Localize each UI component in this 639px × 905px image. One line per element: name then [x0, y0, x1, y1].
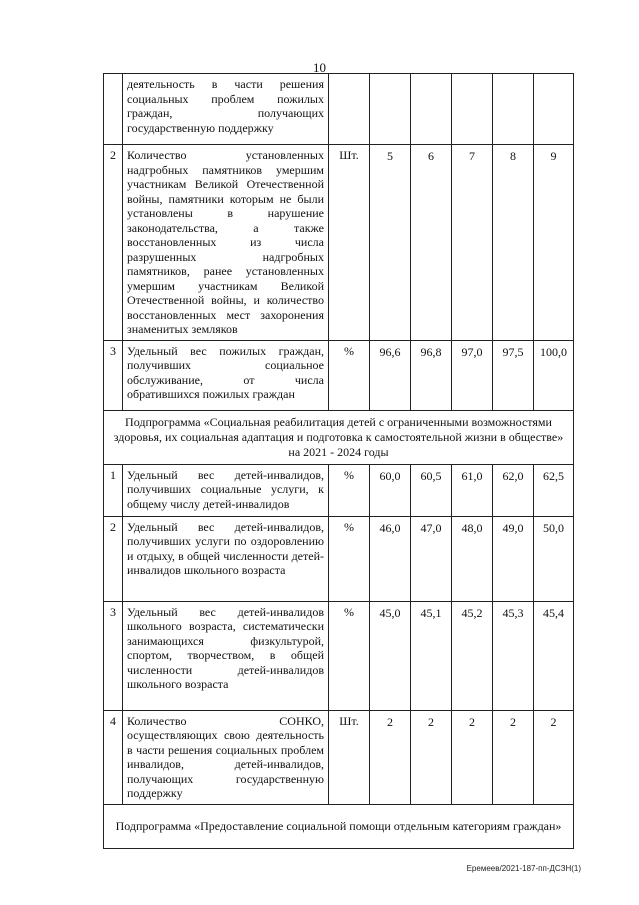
indicator-name: Удельный вес детей-инвалидов школьного возраста, систематически занимающихся физкультурой, спортом, творчеством, в общей численности детей-инвалидов школьного возраста [123, 601, 329, 710]
indicator-value: 100,0 [534, 340, 574, 410]
indicator-value: 2 [534, 710, 574, 804]
indicator-value: 45,4 [534, 601, 574, 710]
indicator-value: 60,0 [370, 464, 411, 516]
unit-of-measure: % [329, 516, 370, 601]
indicator-value: 2 [411, 710, 452, 804]
table-row [104, 516, 574, 601]
indicators-table [103, 73, 574, 849]
subprogram-title: Подпрограмма «Социальная реабилитация детей с ограниченными возможностями здоровья, их социальная адаптация и подготовка к самостоятельной жизни в обществе» на 2021 - 2024 годы [104, 410, 574, 464]
indicator-value: 45,2 [452, 601, 493, 710]
indicator-value: 60,5 [411, 464, 452, 516]
indicator-value: 45,1 [411, 601, 452, 710]
indicator-value: 49,0 [493, 516, 534, 601]
indicator-value [452, 74, 493, 145]
row-number: 2 [104, 145, 123, 341]
indicator-value: 8 [493, 145, 534, 341]
indicator-value: 5 [370, 145, 411, 341]
unit-of-measure: % [329, 601, 370, 710]
indicator-name: Количество СОНКО, осуществляющих свою деятельность в части решения социальных проблем инвалидов, детей-инвалидов, получающих государственную поддержку [123, 710, 329, 804]
indicator-value [493, 74, 534, 145]
indicator-value: 2 [452, 710, 493, 804]
subprogram-title: Подпрограмма «Предоставление социальной помощи отдельным категориям граждан» [104, 804, 574, 848]
indicator-name: деятельность в части решения социальных проблем пожилых граждан, получающих государственную поддержку [123, 74, 329, 145]
indicator-name: Удельный вес пожилых граждан, получивших социальное обслуживание, от числа обратившихся пожилых граждан [123, 340, 329, 410]
indicator-value: 62,5 [534, 464, 574, 516]
indicator-name: Удельный вес детей-инвалидов, получивших социальные услуги, к общему числу детей-инвалидов [123, 464, 329, 516]
indicator-value: 9 [534, 145, 574, 341]
table-row [104, 74, 574, 145]
row-number: 1 [104, 464, 123, 516]
indicator-value: 96,6 [370, 340, 411, 410]
row-number: 3 [104, 601, 123, 710]
indicator-value: 61,0 [452, 464, 493, 516]
unit-of-measure: % [329, 340, 370, 410]
indicator-value: 2 [493, 710, 534, 804]
table-row [104, 340, 574, 410]
unit-of-measure: % [329, 464, 370, 516]
row-number: 4 [104, 710, 123, 804]
subprogram-header-row [104, 410, 574, 464]
indicator-value: 97,0 [452, 340, 493, 410]
indicator-value: 45,0 [370, 601, 411, 710]
indicator-value [534, 74, 574, 145]
indicator-value [370, 74, 411, 145]
document-footer-code: Еремеев/2021-187-пп-ДСЗН(1) [466, 864, 581, 873]
indicator-value: 96,8 [411, 340, 452, 410]
unit-of-measure: Шт. [329, 710, 370, 804]
table-row [104, 464, 574, 516]
unit-of-measure [329, 74, 370, 145]
subprogram-header-row [104, 804, 574, 848]
row-number: 2 [104, 516, 123, 601]
indicator-value: 46,0 [370, 516, 411, 601]
indicator-value: 7 [452, 145, 493, 341]
indicator-name: Количество установленных надгробных памятников умершим участникам Великой Отечественной войны, памятники которым не были установлены в нарушение законодательства, а также восстановленных из числа разрушенных надгробных памятников, ранее установленных умершим участникам Великой Отечественной войны, и количество восстановленных мест захоронения знаменитых земляков [123, 145, 329, 341]
table-row [104, 601, 574, 710]
indicator-value: 62,0 [493, 464, 534, 516]
indicator-value: 47,0 [411, 516, 452, 601]
indicator-value: 50,0 [534, 516, 574, 601]
indicator-value: 97,5 [493, 340, 534, 410]
indicator-value: 6 [411, 145, 452, 341]
indicators-table-body [104, 74, 574, 849]
unit-of-measure: Шт. [329, 145, 370, 341]
page-number: 10 [313, 60, 326, 75]
indicator-value: 45,3 [493, 601, 534, 710]
indicator-value: 2 [370, 710, 411, 804]
row-number [104, 74, 123, 145]
table-row [104, 145, 574, 341]
indicator-name: Удельный вес детей-инвалидов, получивших услуги по оздоровлению и отдыху, в общей численности детей-инвалидов школьного возраста [123, 516, 329, 601]
row-number: 3 [104, 340, 123, 410]
indicator-value: 48,0 [452, 516, 493, 601]
table-row [104, 710, 574, 804]
indicator-value [411, 74, 452, 145]
